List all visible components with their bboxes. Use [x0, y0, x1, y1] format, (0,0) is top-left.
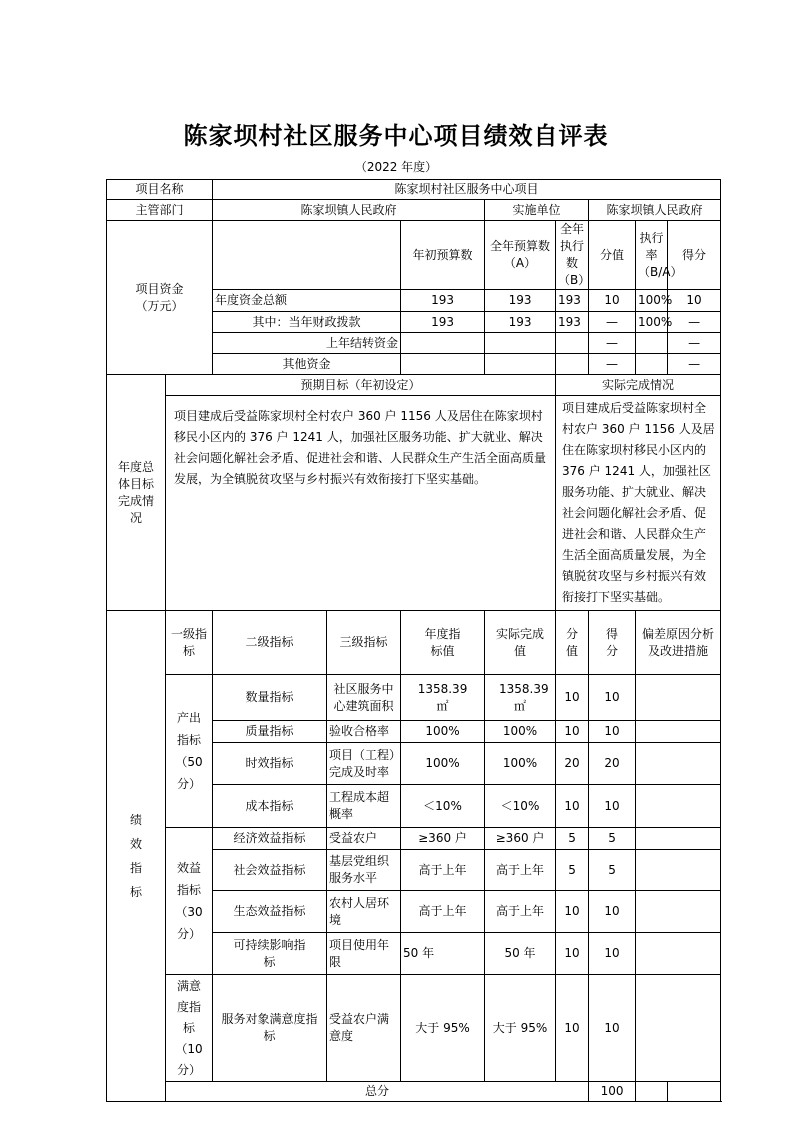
- score-header: 得分: [589, 611, 636, 675]
- indicator-score-value: 20: [556, 743, 589, 785]
- total-row: [107, 1082, 721, 1102]
- total-score-value: 100: [589, 1082, 636, 1102]
- expected-goal-header: 预期目标（年初设定）: [166, 375, 556, 396]
- indicator-level3: 工程成本超概率: [327, 785, 401, 828]
- indicator-actual: 100%: [485, 721, 556, 743]
- indicator-level3: 基层党组织服务水平: [327, 850, 401, 891]
- funds-row-label: 年度资金总额: [213, 290, 401, 312]
- department-row: [107, 200, 721, 221]
- target-header: 年度指标值: [401, 611, 485, 675]
- funds-rate: [636, 333, 668, 354]
- funds-score: —: [668, 312, 721, 333]
- indicator-score: 5: [589, 828, 636, 850]
- funds-score-value: —: [589, 312, 636, 333]
- indicator-actual: ＜10%: [485, 785, 556, 828]
- funds-annual: 193: [485, 312, 556, 333]
- indicator-score: 10: [589, 721, 636, 743]
- indicator-deviation: [636, 828, 721, 850]
- funds-executed: [556, 354, 589, 375]
- indicator-level3: 项目（工程）完成及时率: [327, 743, 401, 785]
- level2-header: 二级指标: [213, 611, 327, 675]
- funds-row-label: 其他资金: [213, 354, 401, 375]
- indicator-deviation: [636, 785, 721, 828]
- indicator-actual: 高于上年: [485, 891, 556, 933]
- indicator-score-value: 10: [556, 675, 589, 721]
- funds-score-value: —: [589, 333, 636, 354]
- funds-initial: 193: [401, 290, 485, 312]
- actual-result-text: 项目建成后受益陈家坝村全村农户 360 户 1156 人及居住在陈家坝村移民小区内的 376 户 1241 人，加强社区服务功能、扩大就业、解决社会问题化解社会矛盾、促进社会和谐、人民群众生产生活全面高质量发展，为全镇脱贫攻坚与乡村振兴有效衔接打下坚实基础。: [556, 396, 721, 611]
- funds-annual: [485, 333, 556, 354]
- indicator-score-value: 5: [556, 828, 589, 850]
- indicator-level2: 成本指标: [213, 785, 327, 828]
- indicator-score: 10: [589, 891, 636, 933]
- indicator-level3: 验收合格率: [327, 721, 401, 743]
- indicator-level3: 项目使用年限: [327, 933, 401, 975]
- goals-header-row: [107, 375, 721, 396]
- funds-initial: 193: [401, 312, 485, 333]
- indicator-row: [107, 828, 721, 850]
- indicator-score-value: 10: [556, 891, 589, 933]
- indicator-level3: 受益农户满意度: [327, 975, 401, 1082]
- indicator-actual: 大于 95%: [485, 975, 556, 1082]
- indicator-score-value: 10: [556, 933, 589, 975]
- indicator-target: 100%: [401, 721, 485, 743]
- indicator-deviation: [636, 850, 721, 891]
- indicator-row: [107, 675, 721, 721]
- indicator-target: 高于上年: [401, 850, 485, 891]
- indicator-deviation: [636, 891, 721, 933]
- page-title: 陈家坝村社区服务中心项目绩效自评表: [183, 122, 609, 150]
- funds-header-score-value: 分值: [589, 221, 636, 290]
- funds-score-value: 10: [589, 290, 636, 312]
- indicator-score: 10: [589, 675, 636, 721]
- group-satisfaction: 满意度指标（10 分）: [166, 975, 213, 1082]
- implementing-unit-value: 陈家坝镇人民政府: [589, 200, 721, 221]
- funds-score: —: [668, 333, 721, 354]
- indicator-target: 1358.39 ㎡: [401, 675, 485, 721]
- funds-header-annual: 全年预算数（A）: [485, 221, 556, 290]
- funds-header-executed: 全年执行数（B）: [556, 221, 589, 290]
- goals-label: 年度总体目标完成情况: [107, 375, 166, 611]
- indicator-target: ＜10%: [401, 785, 485, 828]
- implementing-unit-label: 实施单位: [485, 200, 589, 221]
- expected-goal-text: 项目建成后受益陈家坝村全村农户 360 户 1156 人及居住在陈家坝村移民小区内的 376 户 1241 人，加强社区服务功能、扩大就业、解决社会问题化解社会矛盾、促进社会和谐、人民群众生产生活全面高质量发展，为全镇脱贫攻坚与乡村振兴有效衔接打下坚实基础。: [166, 396, 556, 611]
- department-label: 主管部门: [107, 200, 213, 221]
- indicator-level2: 数量指标: [213, 675, 327, 721]
- score-value-header: 分值: [556, 611, 589, 675]
- indicator-score-value: 10: [556, 721, 589, 743]
- indicator-deviation: [636, 721, 721, 743]
- total-deviation: [668, 1082, 721, 1102]
- indicator-score: 20: [589, 743, 636, 785]
- indicator-level3: 社区服务中心建筑面积: [327, 675, 401, 721]
- project-name-row: [107, 180, 721, 200]
- indicators-label: 绩效指标: [107, 611, 166, 1102]
- group-benefit: 效益指标（30 分）: [166, 828, 213, 975]
- indicator-level2: 时效指标: [213, 743, 327, 785]
- funds-header-row: [107, 221, 721, 290]
- actual-header: 实际完成值: [485, 611, 556, 675]
- indicator-deviation: [636, 743, 721, 785]
- indicator-target: 100%: [401, 743, 485, 785]
- funds-score: —: [668, 354, 721, 375]
- funds-annual: [485, 354, 556, 375]
- indicator-target: 大于 95%: [401, 975, 485, 1082]
- indicator-actual: 1358.39 ㎡: [485, 675, 556, 721]
- funds-rate: 100%: [636, 312, 668, 333]
- funds-header-rate: 执行率（B/A）: [636, 221, 668, 290]
- funds-score-value: —: [589, 354, 636, 375]
- indicators-header-row: [107, 611, 721, 675]
- group-output: 产出指标（50 分）: [166, 675, 213, 828]
- funds-score: 10: [668, 290, 721, 312]
- indicator-level2: 可持续影响指标: [213, 933, 327, 975]
- level3-header: 三级指标: [327, 611, 401, 675]
- indicator-score-value: 5: [556, 850, 589, 891]
- indicator-actual: 50 年: [485, 933, 556, 975]
- department-value: 陈家坝镇人民政府: [213, 200, 485, 221]
- project-name-label: 项目名称: [107, 180, 213, 200]
- funds-header-score: 得分: [668, 221, 721, 290]
- funds-initial: [401, 333, 485, 354]
- indicator-level3: 受益农户: [327, 828, 401, 850]
- funds-annual: 193: [485, 290, 556, 312]
- indicator-deviation: [636, 975, 721, 1082]
- indicator-actual: 100%: [485, 743, 556, 785]
- indicator-deviation: [636, 675, 721, 721]
- indicator-target: 50 年: [401, 933, 485, 975]
- indicator-score-value: 10: [556, 785, 589, 828]
- total-score: [636, 1082, 668, 1102]
- indicator-score: 10: [589, 933, 636, 975]
- funds-rate: 100%: [636, 290, 668, 312]
- level1-header: 一级指标: [166, 611, 213, 675]
- funds-row-label: 上年结转资金: [213, 333, 401, 354]
- indicator-level2: 生态效益指标: [213, 891, 327, 933]
- indicator-score-value: 10: [556, 975, 589, 1082]
- funds-executed: 193: [556, 290, 589, 312]
- indicator-level2: 质量指标: [213, 721, 327, 743]
- indicator-actual: ≥360 户: [485, 828, 556, 850]
- indicator-row: [107, 975, 721, 1082]
- indicator-level2: 经济效益指标: [213, 828, 327, 850]
- deviation-header: 偏差原因分析及改进措施: [636, 611, 721, 675]
- indicator-actual: 高于上年: [485, 850, 556, 891]
- indicator-score: 5: [589, 850, 636, 891]
- indicator-level2: 社会效益指标: [213, 850, 327, 891]
- funds-label: 项目资金 （万元）: [107, 221, 213, 375]
- funds-header-initial: 年初预算数: [401, 221, 485, 290]
- indicator-deviation: [636, 933, 721, 975]
- funds-initial: [401, 354, 485, 375]
- evaluation-table: [106, 179, 721, 1102]
- funds-rate: [636, 354, 668, 375]
- goals-content-row: [107, 396, 721, 611]
- actual-result-header: 实际完成情况: [556, 375, 721, 396]
- indicator-level3: 农村人居环境: [327, 891, 401, 933]
- funds-executed: [556, 333, 589, 354]
- funds-executed: 193: [556, 312, 589, 333]
- total-label: 总分: [166, 1082, 589, 1102]
- funds-row-label: 其中：当年财政拨款: [213, 312, 401, 333]
- indicator-level2: 服务对象满意度指标: [213, 975, 327, 1082]
- indicator-score: 10: [589, 785, 636, 828]
- indicator-score: 10: [589, 975, 636, 1082]
- report-year: （2022 年度）: [354, 160, 438, 174]
- indicator-target: ≥360 户: [401, 828, 485, 850]
- funds-header-blank: [213, 221, 401, 290]
- indicator-target: 高于上年: [401, 891, 485, 933]
- project-name-value: 陈家坝村社区服务中心项目: [213, 180, 721, 200]
